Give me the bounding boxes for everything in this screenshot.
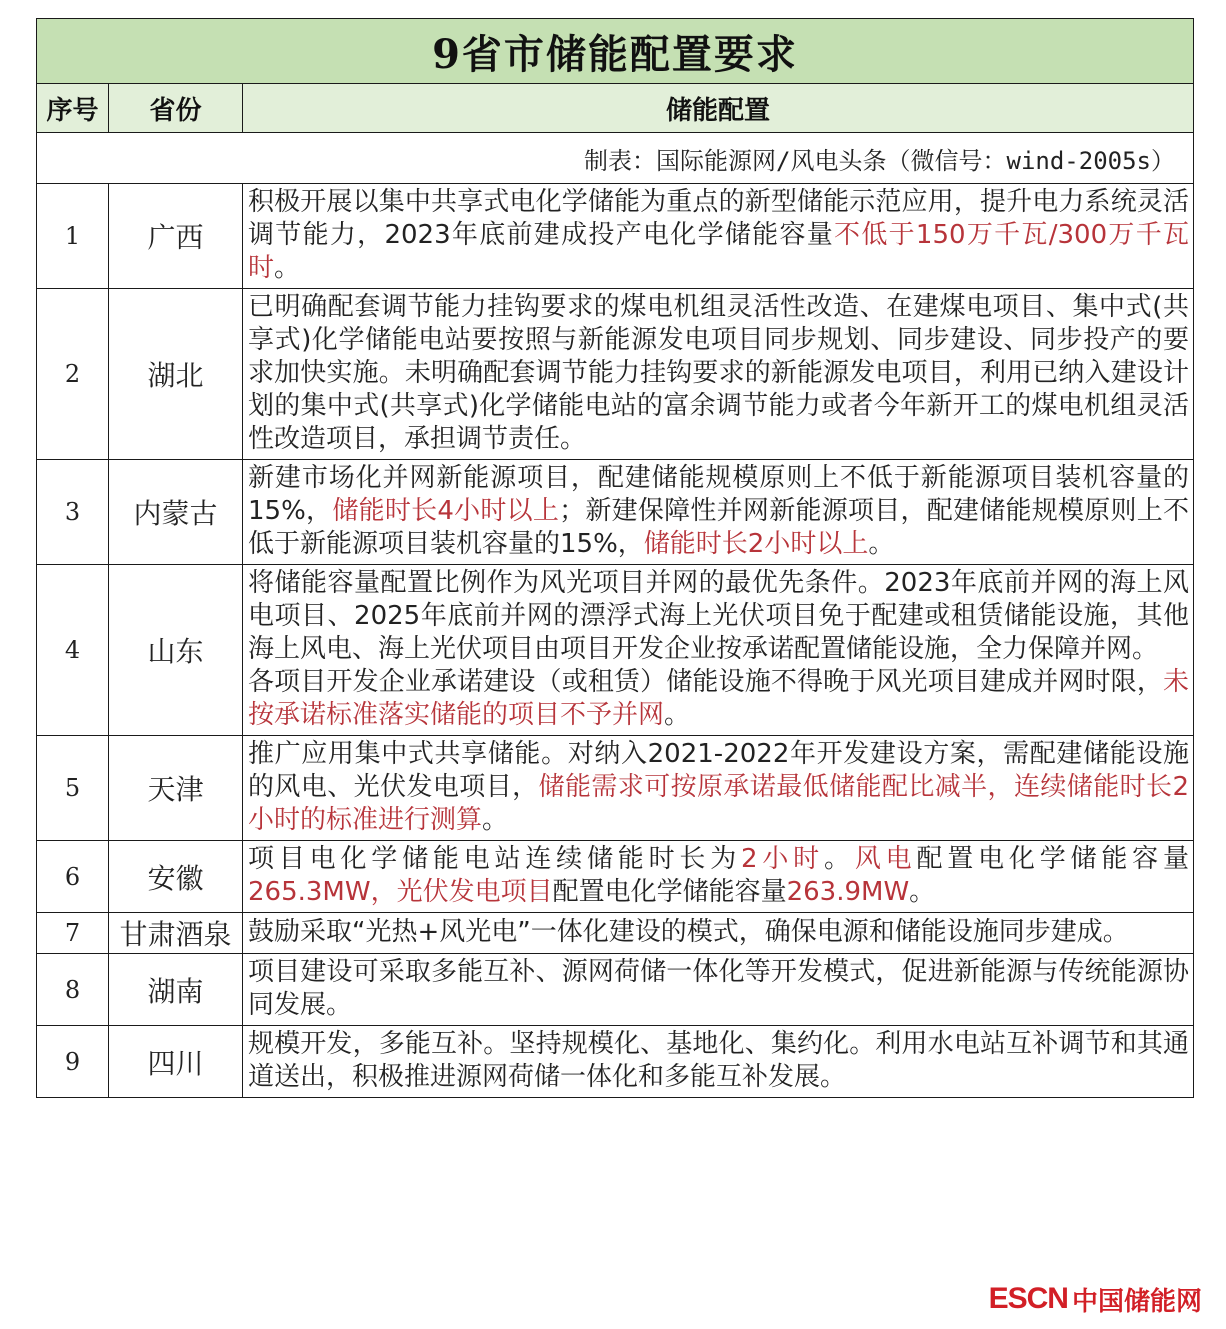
- row-index: 8: [37, 954, 109, 1026]
- header-config: 储能配置: [243, 84, 1194, 133]
- config-text: 配置电化学储能容量: [916, 844, 1189, 874]
- config-text: 积极开展以集中共享式电化学储能为重点的新型储能示范应用，提升电力系统灵活调节能力，2023年底前建成投产电化学储能容量: [248, 187, 1189, 250]
- config-text: 项目电化学储能电站连续储能时长为: [248, 844, 742, 874]
- table-body: [37, 184, 1194, 1098]
- config-text: 。: [664, 700, 691, 730]
- config-text: 。: [824, 844, 855, 874]
- highlight-text: 不低于150万千瓦/300万千瓦时: [248, 220, 1189, 283]
- row-province: 四川: [109, 1026, 243, 1098]
- highlight-text: 263.9MW: [786, 877, 910, 907]
- table-row: [37, 184, 1194, 289]
- highlight-text: 2小时: [741, 844, 824, 874]
- row-index: 3: [37, 460, 109, 565]
- row-province: 广西: [109, 184, 243, 289]
- row-config: [243, 954, 1194, 1026]
- row-index: 7: [37, 913, 109, 954]
- storage-config-table: [36, 18, 1194, 1098]
- row-province: 内蒙古: [109, 460, 243, 565]
- config-text: 。: [274, 253, 301, 283]
- config-text: 项目建设可采取多能互补、源网荷储一体化等开发模式，促进新能源与传统能源协同发展。: [248, 957, 1189, 1020]
- header-province: 省份: [109, 84, 243, 133]
- config-text: 。: [909, 877, 936, 907]
- row-config: [243, 460, 1194, 565]
- row-province: 山东: [109, 565, 243, 736]
- table-row: [37, 841, 1194, 913]
- row-index: 1: [37, 184, 109, 289]
- row-province: 湖北: [109, 289, 243, 460]
- config-text: 已明确配套调节能力挂钩要求的煤电机组灵活性改造、在建煤电项目、集中式(共享式)化学储能电站要按照与新能源发电项目同步规划、同步建设、同步投产的要求加快实施。未明确配套调节能力挂钩要求的新能源发电项目，利用已纳入建设计划的集中式(共享式)化学储能电站的富余调节能力或者今年新开工的煤电机组灵活性改造项目，承担调节责任。: [248, 292, 1189, 454]
- logo-text-cn: 中国储能网: [1071, 1286, 1202, 1317]
- table-row: [37, 289, 1194, 460]
- row-config: [243, 913, 1194, 954]
- credit-row: [37, 133, 1194, 184]
- config-text: 各项目开发企业承诺建设（或租赁）储能设施不得晚于风光项目建成并网时限，: [248, 667, 1163, 697]
- highlight-text: 未按承诺标准落实储能的项目不予并网: [248, 667, 1189, 730]
- highlight-text: 储能时长4小时以上: [332, 496, 560, 526]
- config-text: 。: [482, 805, 509, 835]
- table-row: [37, 736, 1194, 841]
- row-index: 6: [37, 841, 109, 913]
- config-text: 新建市场化并网新能源项目，配建储能规模原则上不低于新能源项目装机容量的15%，: [248, 463, 1189, 526]
- config-text: ；新建保障性并网新能源项目，配建储能规模原则上不低于新能源项目装机容量的15%，: [248, 496, 1190, 559]
- config-text: 推广应用集中式共享储能。对纳入2021-2022年开发建设方案，需配建储能设施的风电、光伏发电项目，: [248, 739, 1189, 802]
- header-index: 序号: [37, 84, 109, 133]
- highlight-text: 风电: [854, 844, 917, 874]
- title-row: [37, 19, 1194, 84]
- table-row: [37, 913, 1194, 954]
- row-province: 安徽: [109, 841, 243, 913]
- row-config: [243, 841, 1194, 913]
- row-index: 5: [37, 736, 109, 841]
- table-title: 9省市储能配置要求: [37, 19, 1194, 84]
- config-text: 。: [868, 529, 895, 559]
- table-row: [37, 565, 1194, 736]
- config-text: 将储能容量配置比例作为风光项目并网的最优先条件。2023年底前并网的海上风电项目、2025年底前并网的漂浮式海上光伏项目免于配建或租赁储能设施，其他海上风电、海上光伏项目由项目开发企业按承诺配置储能设施，全力保障并网。: [248, 568, 1189, 664]
- highlight-text: 265.3MW，光伏发电项目: [248, 877, 553, 907]
- row-province: 天津: [109, 736, 243, 841]
- row-index: 4: [37, 565, 109, 736]
- table-row: [37, 954, 1194, 1026]
- config-text: 配置电化学储能容量: [552, 877, 787, 907]
- row-config: [243, 289, 1194, 460]
- row-province: 甘肃酒泉: [109, 913, 243, 954]
- highlight-text: 储能需求可按原承诺最低储能配比减半，连续储能时长2小时的标准进行测算: [248, 772, 1189, 835]
- table-row: [37, 460, 1194, 565]
- highlight-text: 储能时长2小时以上: [643, 529, 869, 559]
- row-province: 湖南: [109, 954, 243, 1026]
- row-config: [243, 184, 1194, 289]
- table-credit: 制表：国际能源网/风电头条（微信号：wind-2005s）: [37, 133, 1194, 184]
- row-index: 9: [37, 1026, 109, 1098]
- row-index: 2: [37, 289, 109, 460]
- row-config: [243, 736, 1194, 841]
- row-config: [243, 1026, 1194, 1098]
- escn-logo: [989, 1281, 1202, 1317]
- config-text: 规模开发，多能互补。坚持规模化、基地化、集约化。利用水电站互补调节和其通道送出，积极推进源网荷储一体化和多能互补发展。: [248, 1029, 1189, 1092]
- logo-text-en: ESCN: [988, 1282, 1068, 1315]
- header-row: [37, 84, 1194, 133]
- row-config: [243, 565, 1194, 736]
- table-row: [37, 1026, 1194, 1098]
- config-text: 鼓励采取“光热+风光电”一体化建设的模式，确保电源和储能设施同步建成。: [248, 917, 1129, 947]
